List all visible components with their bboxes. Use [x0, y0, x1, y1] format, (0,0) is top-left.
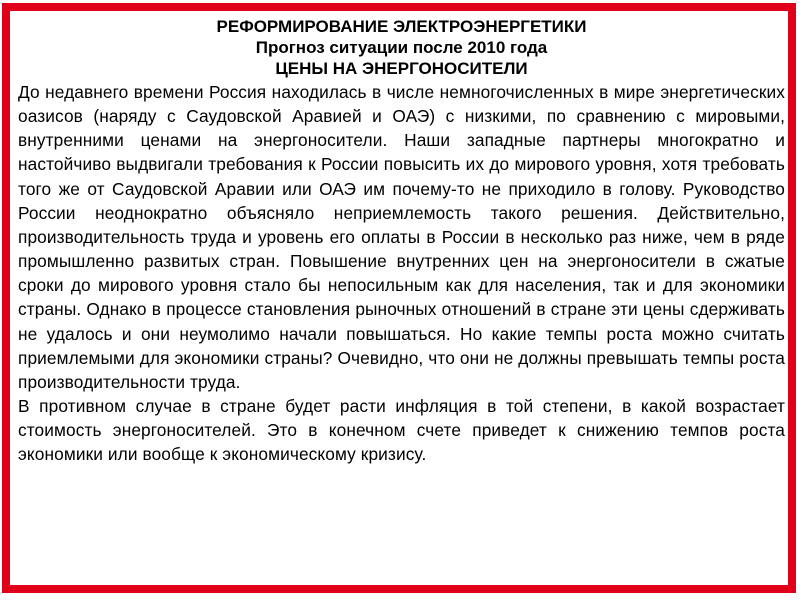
heading-line-1: РЕФОРМИРОВАНИЕ ЭЛЕКТРОЭНЕРГЕТИКИ	[216, 17, 587, 36]
heading-line-2: Прогноз ситуации после 2010 года	[255, 38, 548, 57]
body-paragraph-2: В противном случае в стране будет расти инфляция в той степени, в какой возрастает стоимость энергоносителей. Это в конечном счете приведет к снижению темпов роста экономики или вообще к экономическому кризису.	[18, 396, 785, 465]
slide-content	[18, 16, 785, 467]
body-paragraph-1: До недавнего времени Россия находилась в числе немногочисленных в мире энергетических оазисов (наряду с Саудовской Аравией и ОАЭ) с низкими, по сравнению с мировыми, внутренними ценами на энергоносители. Наши западные партнеры многократно и настойчиво выдвигали требования к России повысить их до мирового уровня, хотя требовать того же от Саудовской Аравии или ОАЭ им почему-то не приходило в голову. Руководство России неоднократно объясняло неприемлемость такого решения. Действительно, производительность труда и уровень его оплаты в России в несколько раз ниже, чем в ряде промышленно развитых стран. Повышение внутренних цен на энергоносители в сжатые сроки до мирового уровня стало бы непосильным как для населения, так и для экономики страны. Однако в процессе становления рыночных отношений в стране эти цены сдерживать не удалось и они неумолимо начали повышаться. Но какие темпы роста можно считать приемлемыми для экономики страны? Очевидно, что они не должны превышать темпы роста производительности труда.	[18, 82, 785, 392]
red-frame-border	[2, 3, 796, 593]
heading-line-3: ЦЕНЫ НА ЭНЕРГОНОСИТЕЛИ	[275, 59, 528, 78]
